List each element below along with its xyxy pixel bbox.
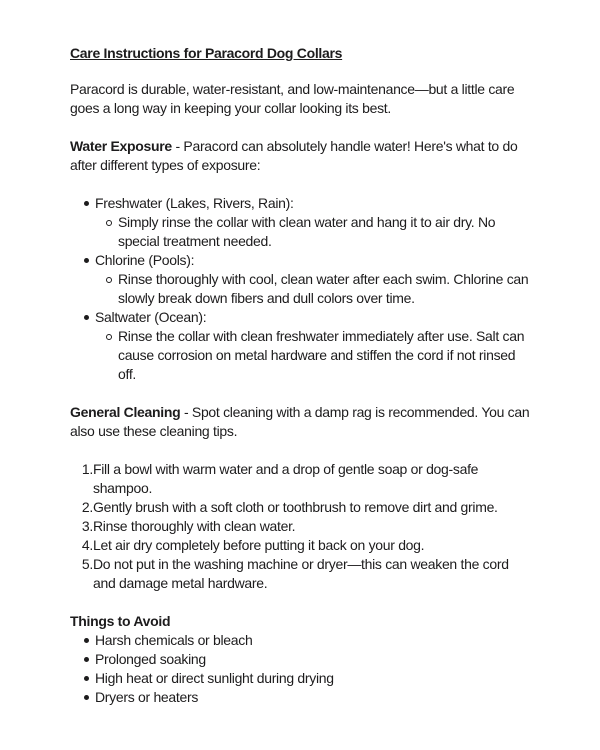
things-to-avoid-list: [70, 631, 534, 707]
exposure-list: [70, 194, 534, 384]
intro-paragraph: Paracord is durable, water-resistant, and low-maintenance—but a little care goes a long way in keeping your collar looking its best.: [70, 81, 515, 116]
list-subitem: [95, 327, 534, 384]
cleaning-step: Rinse thoroughly with clean water.: [93, 518, 296, 534]
cleaning-step: Fill a bowl with warm water and a drop of gentle soap or dog-safe shampoo.: [93, 461, 479, 496]
avoid-item: [70, 688, 534, 707]
avoid-item: [70, 650, 534, 669]
water-exposure-heading: Water Exposure: [70, 138, 172, 154]
things-to-avoid-heading: Things to Avoid: [70, 613, 171, 629]
bullet-icon: [84, 695, 89, 700]
list-item-saltwater: [70, 308, 534, 384]
document-body: [70, 44, 534, 726]
list-subitem-text: Rinse thoroughly with cool, clean water after each swim. Chlorine can slowly break down fibers and dull colors over time.: [118, 271, 529, 306]
list-item-label: Saltwater (Ocean):: [95, 309, 207, 325]
avoid-item: [70, 669, 534, 688]
avoid-item-label: High heat or direct sunlight during drying: [95, 670, 334, 686]
list-item-label: Chlorine (Pools):: [95, 252, 195, 268]
cleaning-step: Let air dry completely before putting it back on your dog.: [93, 537, 425, 553]
avoid-item-label: Dryers or heaters: [95, 689, 199, 705]
avoid-item: [70, 631, 534, 650]
list-subitem: [95, 213, 534, 251]
cleaning-step: Gently brush with a soft cloth or toothbrush to remove dirt and grime.: [93, 499, 498, 515]
list-subitem-text: Simply rinse the collar with clean water and hang it to air dry. No special treatment needed.: [118, 214, 496, 249]
bullet-icon: [84, 676, 89, 681]
sub-bullet-icon: [106, 334, 112, 340]
general-cleaning-text: - Spot cleaning with a damp rag is recommended. You can also use these cleaning tips.: [70, 404, 530, 439]
page-title: Care Instructions for Paracord Dog Collars: [70, 45, 343, 61]
list-item-chlorine: [70, 251, 534, 308]
avoid-item-label: Harsh chemicals or bleach: [95, 632, 253, 648]
bullet-icon: [84, 258, 89, 263]
bullet-icon: [84, 657, 89, 662]
general-cleaning-heading: General Cleaning: [70, 404, 181, 420]
avoid-item-label: Prolonged soaking: [95, 651, 206, 667]
list-item-label: Freshwater (Lakes, Rivers, Rain):: [95, 195, 294, 211]
bullet-icon: [84, 638, 89, 643]
bullet-icon: [84, 201, 89, 206]
cleaning-step: Do not put in the washing machine or dryer—this can weaken the cord and damage metal hardware.: [93, 556, 509, 591]
sub-bullet-icon: [106, 220, 112, 226]
list-subitem: [95, 270, 534, 308]
cleaning-steps-list: [70, 460, 534, 593]
bullet-icon: [84, 315, 89, 320]
sub-bullet-icon: [106, 277, 112, 283]
general-cleaning-paragraph: [70, 403, 534, 441]
list-item-freshwater: [70, 194, 534, 251]
water-exposure-paragraph: [70, 137, 534, 175]
water-exposure-text: - Paracord can absolutely handle water! Here's what to do after different types of exposure:: [70, 138, 518, 173]
list-subitem-text: Rinse the collar with clean freshwater immediately after use. Salt can cause corrosion on metal hardware and stiffen the cord if not rinsed off.: [118, 328, 525, 382]
